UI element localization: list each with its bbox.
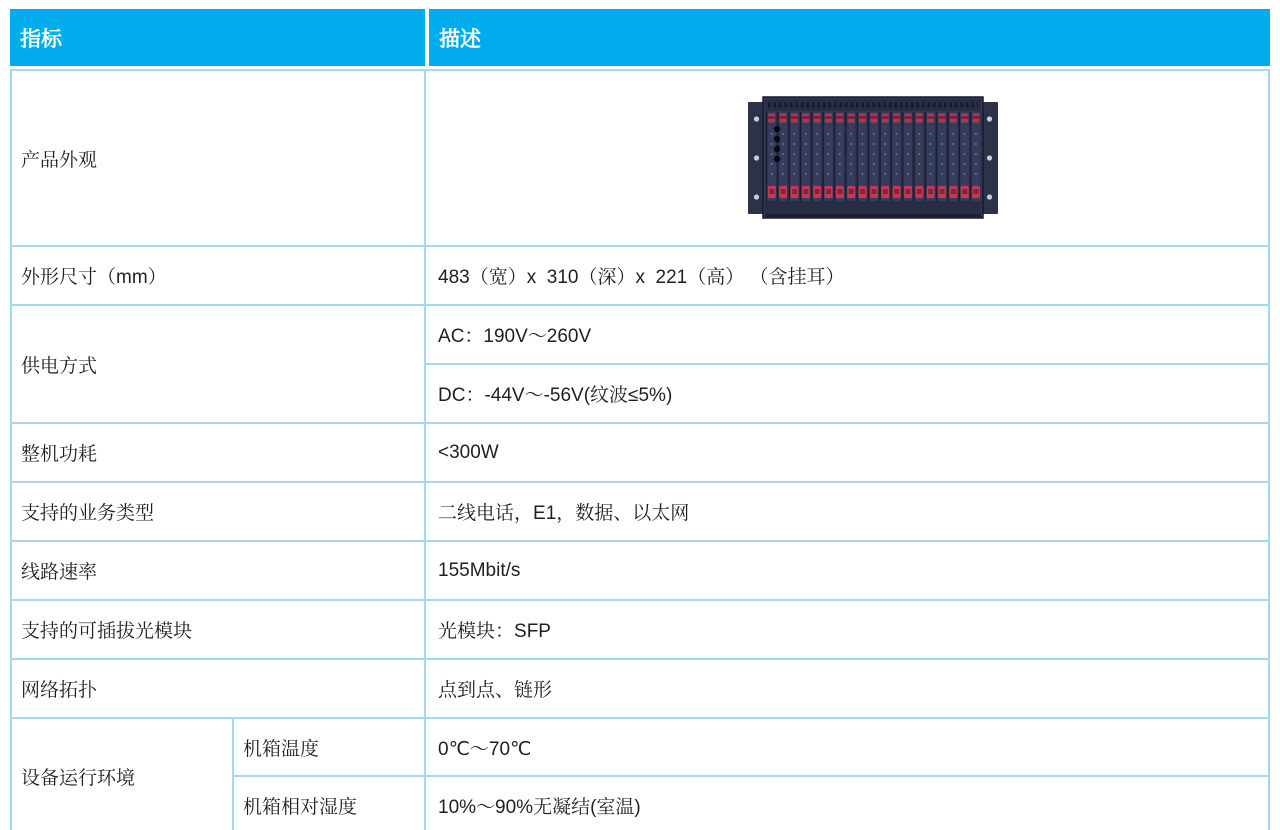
power-dc-value: DC：-44V～-56V(纹波≤5%) (425, 364, 1269, 423)
header-cell-indicator: 指标 (10, 9, 425, 66)
line-rate-value: 155Mbit/s (425, 541, 1269, 600)
row-topology (11, 659, 1269, 718)
consumption-value: <300W (425, 423, 1269, 482)
optical-label: 支持的可插拔光模块 (11, 600, 425, 659)
temperature-value: 0℃～70℃ (425, 718, 1269, 776)
dimensions-value: 483（宽）x 310（深）x 221（高） （含挂耳） (425, 246, 1269, 305)
services-value: 二线电话，E1，数据、以太网 (425, 482, 1269, 541)
appearance-value-cell (425, 70, 1269, 246)
services-label: 支持的业务类型 (11, 482, 425, 541)
topology-value: 点到点、链形 (425, 659, 1269, 718)
row-line-rate (11, 541, 1269, 600)
humidity-label: 机箱相对湿度 (233, 776, 425, 830)
power-label: 供电方式 (11, 305, 425, 423)
header-cell-description: 描述 (429, 9, 1270, 66)
row-consumption (11, 423, 1269, 482)
appearance-label: 产品外观 (11, 70, 425, 246)
line-rate-label: 线路速率 (11, 541, 425, 600)
table-header-row (10, 9, 1270, 66)
power-ac-value: AC：190V～260V (425, 305, 1269, 364)
dimensions-label: 外形尺寸（mm） (11, 246, 425, 305)
row-power-ac (11, 305, 1269, 364)
consumption-label: 整机功耗 (11, 423, 425, 482)
topology-label: 网络拓扑 (11, 659, 425, 718)
chassis-front-photo (748, 95, 998, 221)
row-services (11, 482, 1269, 541)
row-environment-temperature (11, 718, 1269, 776)
row-appearance (11, 70, 1269, 246)
row-dimensions (11, 246, 1269, 305)
spec-table (10, 69, 1270, 830)
humidity-value: 10%～90%无凝结(室温) (425, 776, 1269, 830)
temperature-label: 机箱温度 (233, 718, 425, 776)
row-optical (11, 600, 1269, 659)
optical-value: 光模块：SFP (425, 600, 1269, 659)
environment-label: 设备运行环境 (11, 718, 233, 830)
